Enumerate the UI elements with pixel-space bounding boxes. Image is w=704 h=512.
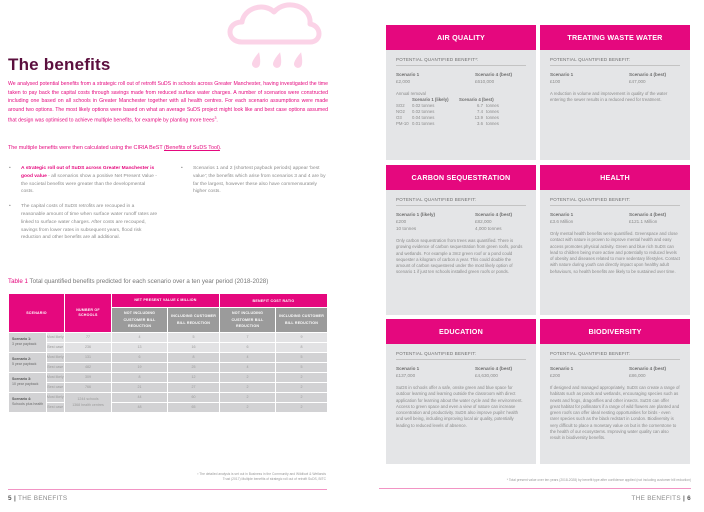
schools-cell xyxy=(65,393,111,412)
likely-value: 0.02 tonnes xyxy=(412,103,435,109)
case-cell: Most likely xyxy=(47,393,64,402)
scenario-cell xyxy=(9,373,46,392)
subheader-bcr-excl: NOT INCLUDING CUSTOMER BILL REDUCTION xyxy=(220,308,275,332)
scenario1-value: £137,000 xyxy=(396,373,416,378)
case-cell: Most likely xyxy=(47,333,64,342)
schools-cell: 482 xyxy=(65,363,111,372)
scenario-name: Scenario 4: xyxy=(12,397,32,401)
npv-incl-cell: 60 xyxy=(168,393,219,402)
npv-excl-cell: 19 xyxy=(112,363,167,372)
scenario-cell xyxy=(9,393,46,412)
scenario4-value: £82,000 xyxy=(475,219,492,224)
case-cell: Best case xyxy=(47,363,64,372)
finding-item xyxy=(8,165,158,196)
table-footnote xyxy=(150,472,326,481)
table-number: Table 1 xyxy=(8,278,28,285)
footer-separator: | xyxy=(13,495,17,502)
bcr-incl-cell: 2 xyxy=(276,393,327,402)
section-label: THE BENEFITS xyxy=(631,495,681,502)
npv-excl-cell: 21 xyxy=(112,383,167,392)
finding-text: Scenarios 1 and 2 (shortest payback periods) appear 'best value'; the benefits which arise from scenarios 3 and 4 are by far the largest, however these also have commensurately higher costs. xyxy=(193,166,326,195)
pqb-label: POTENTIAL QUANTIFIED BENEFIT: xyxy=(396,350,526,360)
best-value: 13.9 xyxy=(474,115,483,121)
page-footer xyxy=(631,495,691,502)
bullet-icon: • xyxy=(9,204,11,210)
best-value: 7.4 xyxy=(477,109,483,115)
benefit-box-biodiversity xyxy=(540,319,690,464)
table-row xyxy=(9,353,327,362)
scenario-sub: Schools plus health xyxy=(12,402,44,406)
scenario1-label: Scenario 1 xyxy=(550,366,574,371)
benefit-box-education xyxy=(386,319,536,464)
page-footer xyxy=(8,495,67,502)
footnote-marker: 3 xyxy=(214,116,217,121)
npv-incl-cell: 5 xyxy=(168,333,219,342)
bcr-excl-cell: 6 xyxy=(220,343,275,352)
footnote-line: Trust (2017) Multiple benefits of strategic roll out of retrofit SuDS, BITC xyxy=(222,476,326,481)
pollutant-name: O3 xyxy=(396,115,402,121)
scenario-sub: 5 year payback xyxy=(12,362,37,366)
intro-end: . xyxy=(216,118,218,125)
finding-highlight: A strategic roll out of SuDS across Greater Manchester is good value xyxy=(21,166,155,179)
scenario1-value: £200 xyxy=(396,219,407,224)
likely-value: 0.02 tonnes xyxy=(412,109,435,115)
col-header-bcr: BENEFIT COST RATIO xyxy=(220,294,327,307)
benefit-box-carbon xyxy=(386,165,536,315)
benefits-footnote: * Total present value over ten years (2018-2028) by benefit type after confidence applied (not including customer bill reduction) xyxy=(506,478,691,482)
bullet-icon: • xyxy=(181,166,183,171)
scenario4-label: Scenario 4 (best) xyxy=(475,212,513,217)
bcr-excl-cell: 2 xyxy=(220,403,275,412)
bcr-incl-cell: 5 xyxy=(276,353,327,362)
case-cell: Best case xyxy=(47,403,64,412)
bcr-excl-cell: 2 xyxy=(220,393,275,402)
bcr-excl-cell: 2 xyxy=(220,373,275,382)
table-row xyxy=(9,393,327,402)
npv-incl-cell: 8 xyxy=(168,353,219,362)
box-title: EDUCATION xyxy=(386,319,536,344)
table-row xyxy=(9,343,327,352)
section-label: THE BENEFITS xyxy=(18,495,68,502)
finding-text: - all scenarios show a positive Net Present Value - the societal benefits were greater than the developmental costs. xyxy=(21,173,157,195)
schools-cell: 131 xyxy=(65,353,111,362)
scenario-name: Scenario 3: xyxy=(12,377,32,381)
npv-incl-cell: 16 xyxy=(168,343,219,352)
box-title: HEALTH xyxy=(540,165,690,190)
col-likely: Scenario 1 (likely) xyxy=(412,97,449,103)
scenario1-label: Scenario 1 (likely) xyxy=(396,212,436,217)
box-title: TREATING WASTE WATER xyxy=(540,25,690,50)
case-cell: Best case xyxy=(47,383,64,392)
scenario-sub: 3 year payback xyxy=(12,342,37,346)
table-row xyxy=(9,373,327,382)
unit: tonnes xyxy=(486,109,499,115)
scenario1-label: Scenario 1 xyxy=(550,212,574,217)
scenario-name: Scenario 1: xyxy=(12,337,32,341)
finding-text: The capital costs of SuDS retrofits are recouped in a reasonable amount of time when surface water runoff rates are linked to surface water charges. After costs are recouped, savings from lower rates in subsequent years, flood risk reduction and other benefits are all additional. xyxy=(21,204,158,241)
bcr-incl-cell: 2 xyxy=(276,373,327,382)
bullet-icon: • xyxy=(9,166,11,171)
finding-item xyxy=(8,203,158,242)
scenario1-value: £200 xyxy=(550,373,561,378)
box-description: Only carbon sequestration from trees was quantified. There is growing evidence of carbon sequestration from green roofs, ponds and wetlands. For example a 3m2 green roof or a pond could sequester a kilogram of carbon a year. This could double the amount of carbon sequestered under the most likely option of scenario 1 if just ten schools installed green roofs or ponds. xyxy=(396,238,523,275)
unit: tonnes xyxy=(486,103,499,109)
bcr-excl-cell: 2 xyxy=(220,383,275,392)
scenario4-value: £4,630,000 xyxy=(475,373,498,378)
scenario-cell xyxy=(9,333,46,352)
pqb-label: POTENTIAL QUANTIFIED BENEFIT: xyxy=(550,350,680,360)
schools-cell: 236 xyxy=(65,343,111,352)
table-row xyxy=(9,403,327,412)
scenario1-value: £100 xyxy=(550,79,561,84)
rain-cloud-icon xyxy=(212,0,332,75)
scenario-cell xyxy=(9,353,46,372)
scenario4-value: £86,000 xyxy=(629,373,646,378)
bcr-incl-cell: 2 xyxy=(276,403,327,412)
npv-excl-cell: 6 xyxy=(112,353,167,362)
benefit-box-waste-water xyxy=(540,25,690,160)
case-cell: Most likely xyxy=(47,353,64,362)
box-description: If designed and managed appropriately, SuDS can create a range of habitats such as ponds and wetlands, encouraging species such as newts and frogs, dragonflies and other insects. SuDS can offer great habitat for pollinators if a range of wild flowers are planted and green roofs can offer ideal nesting opportunities for birds - even rarer species such as the black redstart in London. Biodiversity is very difficult to place a monetary value on but is the cornerstone to the health of our ecosystems. Improving water quality can also result in biodiversity benefits. xyxy=(550,385,680,441)
table-row xyxy=(9,383,327,392)
best-value: 3.6 xyxy=(477,121,483,127)
best-tool-link[interactable]: (Benefits of SuDS Tool) xyxy=(164,145,220,151)
pqb-label: POTENTIAL QUANTIFIED BENEFIT: xyxy=(550,56,680,66)
page-title: The benefits xyxy=(8,55,111,74)
scenario1-tonnes: 10 tonnes xyxy=(396,226,417,231)
best-value: 6.7 xyxy=(477,103,483,109)
scenario4-value: £47,000 xyxy=(629,79,646,84)
npv-incl-cell: 27 xyxy=(168,383,219,392)
annual-removal-table xyxy=(396,91,499,128)
scenario1-label: Scenario 1 xyxy=(396,366,420,371)
findings-column-1 xyxy=(8,165,158,249)
pqb-label: POTENTIAL QUANTIFIED BENEFIT: xyxy=(550,196,680,206)
pollutant-name: NO2 xyxy=(396,109,405,115)
unit: tonnes xyxy=(486,121,499,127)
scenario4-label: Scenario 4 (best) xyxy=(629,366,667,371)
schools-cell: 766 xyxy=(65,383,111,392)
box-title: AIR QUALITY xyxy=(386,25,536,50)
scenario1-label: Scenario 1 xyxy=(550,72,574,77)
col-header-npv: NET PRESENT VALUE £ MILLION xyxy=(112,294,219,307)
pqb-label: POTENTIAL QUANTIFIED BENEFIT*: xyxy=(396,56,526,66)
case-cell: Best case xyxy=(47,343,64,352)
scenario4-label: Scenario 4 (best) xyxy=(475,72,513,77)
npv-excl-cell: 8 xyxy=(112,373,167,382)
likely-value: 0.01 tonnes xyxy=(412,121,435,127)
intro-paragraph xyxy=(8,80,328,126)
box-title: BIODIVERSITY xyxy=(540,319,690,344)
box-description: Only mental health benefits were quantified. Greenspace and close contact with nature is proven to improve mental health and easy access promotes physical activity. Green and blue rich SuDS can lead to children being more active and potentially to reduced levels of obesity and diseases related to more sedentary lifestyles. Contact with nature during youth can directly impact upon healthy adult behaviours, so health benefits are likely to be sustained over time. xyxy=(550,231,680,274)
npv-excl-cell: 44 xyxy=(112,393,167,402)
pollutant-name: SO2 xyxy=(396,103,405,109)
col-header-number-of-schools: NUMBER OF SCHOOLS xyxy=(65,294,111,332)
footnote-line: ³ The detailed analysis is set out in Business in the Community and Wildfowl & Wetlands xyxy=(197,472,326,476)
col-header-scenario: SCENARIO xyxy=(9,294,64,332)
npv-incl-cell: 65 xyxy=(168,403,219,412)
page-divider xyxy=(379,488,691,489)
bcr-incl-cell: 9 xyxy=(276,333,327,342)
benefit-box-health xyxy=(540,165,690,315)
pollutant-name: PM-10 xyxy=(396,121,409,127)
unit: tonnes xyxy=(486,115,499,121)
schools-cell: 77 xyxy=(65,333,111,342)
pollutant-row xyxy=(396,121,499,127)
scenario1-label: Scenario 1 xyxy=(396,72,420,77)
right-page xyxy=(352,0,704,512)
box-description: A reduction in volume and improvement in quality of the water entering the sewer results in a reduced need for treatment. xyxy=(550,91,668,103)
bcr-excl-cell: 4 xyxy=(220,353,275,362)
npv-incl-cell: 12 xyxy=(168,373,219,382)
scenario4-tonnes: 4,000 tonnes xyxy=(475,226,502,231)
scenario1-value: £3.6 Million xyxy=(550,219,574,224)
intro-text: We analysed potential benefits from a strategic roll out of retrofit SuDS in schools across Greater Manchester, having investigated the time taken to pay back the capital costs through savings made from reduced surface water charges. A number of scenarios were constructed including one based on all schools in Greater Manchester together with all health centres. For each scenario assumptions were made around two options. The most likely options were based on what an average SuDS project might look like and best case options assumed that design was optimised to achieve multiple benefits, for example by planting more trees xyxy=(8,81,328,125)
benefit-box-air-quality xyxy=(386,25,536,160)
bcr-incl-cell: 2 xyxy=(276,383,327,392)
scenario4-value: £121.1 Million xyxy=(629,219,658,224)
bcr-excl-cell: 7 xyxy=(220,333,275,342)
scenario-sub: 10 year payback xyxy=(12,382,39,386)
pqb-label: POTENTIAL QUANTIFIED BENEFIT: xyxy=(396,196,526,206)
table-caption-text: Total quantified benefits predicted for each scenario over a ten year period (2018-2028) xyxy=(27,278,269,285)
annual-removal-label: Annual removal xyxy=(396,91,426,96)
finding-item xyxy=(180,165,330,196)
findings-column-2 xyxy=(180,165,330,203)
footer-separator: | xyxy=(682,495,686,502)
benefits-table xyxy=(8,293,328,413)
box-description: SuDS in schools offer a safe, onsite green and blue space for outdoor learning and learning outside the classroom with direct application for learning about the water cycle and the environment. Access to green space and even a view of nature can increase concentration and productivity. SuDS also improve pupils' health and well being, including improving local air quality, potentially leading to reduced levels of absence. xyxy=(396,385,523,428)
schools-cell: 309 xyxy=(65,373,111,382)
col-best: Scenario 4 (best) xyxy=(459,97,494,103)
page-number: 6 xyxy=(687,495,691,502)
table-row xyxy=(9,333,327,342)
npv-excl-cell: 13 xyxy=(112,343,167,352)
scenario4-label: Scenario 4 (best) xyxy=(629,212,667,217)
npv-incl-cell: 25 xyxy=(168,363,219,372)
scenario1-value: £2,000 xyxy=(396,79,411,84)
bcr-excl-cell: 4 xyxy=(220,363,275,372)
scenario4-label: Scenario 4 (best) xyxy=(475,366,513,371)
likely-value: 0.04 tonnes xyxy=(412,115,435,121)
page-divider xyxy=(8,489,327,490)
health-centres-count: 1368 health centres xyxy=(72,403,104,407)
schools-count: 1244 schools xyxy=(77,397,99,401)
scenario4-value: £610,000 xyxy=(475,79,495,84)
box-title: CARBON SEQUESTRATION xyxy=(386,165,536,190)
case-cell: Most likely xyxy=(47,373,64,382)
npv-excl-cell: 48 xyxy=(112,403,167,412)
scenario4-label: Scenario 4 (best) xyxy=(629,72,667,77)
npv-excl-cell: 4 xyxy=(112,333,167,342)
bcr-incl-cell: 8 xyxy=(276,343,327,352)
table-row xyxy=(9,363,327,372)
subheader-npv-excl: NOT INCLUDING CUSTOMER BILL REDUCTION xyxy=(112,308,167,332)
lead-end: . xyxy=(219,145,222,151)
bcr-incl-cell: 5 xyxy=(276,363,327,372)
lead-sentence xyxy=(8,145,221,151)
table-caption xyxy=(8,278,268,285)
subheader-bcr-incl: INCLUDING CUSTOMER BILL REDUCTION xyxy=(276,308,327,332)
subheader-npv-incl: INCLUDING CUSTOMER BILL REDUCTION xyxy=(168,308,219,332)
page-number: 5 xyxy=(8,495,12,502)
scenario-name: Scenario 2: xyxy=(12,357,32,361)
lead-text: The multiple benefits were then calculated using the CIRIA BeST xyxy=(8,145,165,151)
